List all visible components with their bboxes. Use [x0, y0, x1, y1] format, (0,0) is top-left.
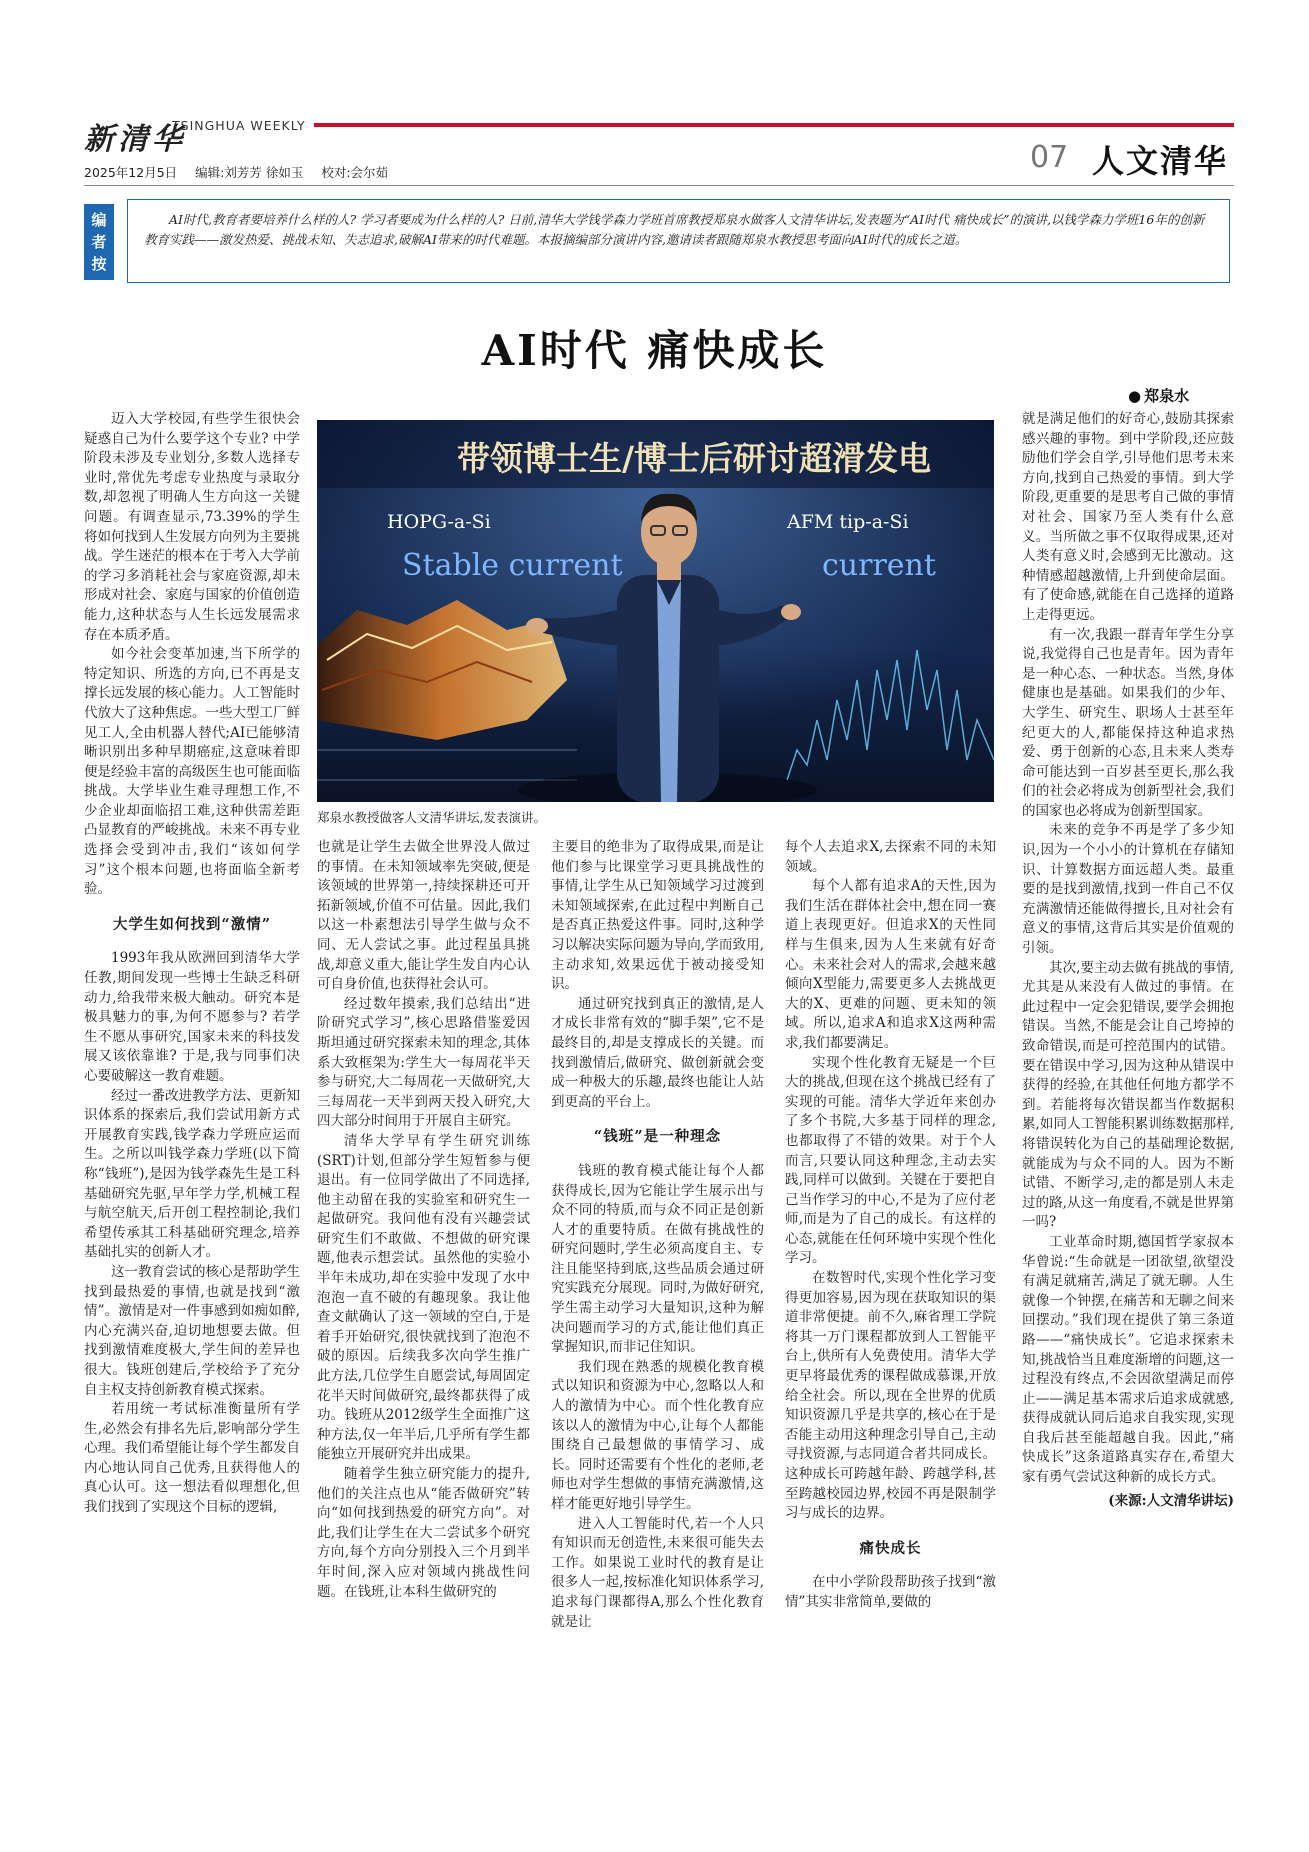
paragraph: 其次,要主动去做有挑战的事情,尤其是从来没有人做过的事情。在此过程中一定会犯错误,要学会拥抱错误。当然,不能是会让自己垮掉的致命错误,而是可控范围内的试错。要在错误中学习,因为这种从错误中获得的经验,在其他任何地方都学不到。若能将每次错误都当作数据积累,如同人工智能积累训练数据那样,将错误转化为自己的基础理论数据,就能成为与众不同的人。因为不断试错、不断学习,走的都是别人未走过的路,从这一角度看,不就是世界第一吗?: [1022, 959, 1234, 1231]
article-title: AI时代 痛快成长: [481, 326, 828, 375]
paragraph: 也就是让学生去做全世界没人做过的事情。在未知领域率先突破,便是该领域的世界第一,持续探耕还可开拓新领域,价值不可估量。因此,我们以这一朴素想法引导学生做与众不同、无人尝试之事。此过程虽具挑战,却意义重大,能让学生发自内心认可自身价值,也获得社会认可。: [317, 839, 530, 993]
divider: [84, 185, 1234, 186]
newspaper-logo: 新清华: [84, 122, 186, 157]
article-column-5: [1022, 410, 1234, 1511]
article-byline: ● 郑泉水: [1128, 385, 1189, 406]
paragraph: 实现个性化教育无疑是一个巨大的挑战,但现在这个挑战已经有了实现的可能。清华大学近年来创办了多个书院,大多基于同样的理念,也都取得了不错的效果。对于个人而言,只要认同这种理念,主动去实践,同样可以做到。关键在于要把自己当作学习的中心,不是为了应付老师,而是为了自己的成长。有这样的心态,就能在任何环境中实现个性化学习。: [785, 1054, 996, 1267]
paragraph: 未来的竞争不再是学了多少知识,因为一个小小的计算机在存储知识、计算数据方面远超人类。最重要的是找到激情,找到一件自己不仅充满激情还能做得擅长,且对社会有意义的事情,这背后其实是价值观的引领。: [1022, 822, 1234, 957]
paragraph: 主要目的绝非为了取得成果,而是让他们参与比课堂学习更具挑战性的事情,让学生从已知领域学习过渡到未知领域探索,在此过程中判断自己是否真正热爱这件事。同时,这种学习以解决实际问题为导向,学而致用,主动求知,效果远优于被动接受知识。: [551, 839, 764, 993]
screen-stable-left: Stable current: [402, 548, 623, 583]
paragraph: 每个人去追求X,去探索不同的未知领域。: [785, 839, 996, 875]
article-column-3: [551, 838, 764, 1632]
screen-banner-text: 带领博士生/博士后研讨超滑发电: [457, 439, 932, 478]
paragraph: 有一次,我跟一群青年学生分享说,我觉得自己也是青年。因为青年是一种心态、一种状态。当然,身体健康也是基础。如果我们的少年、大学生、研究生、职场人士甚至年纪更大的人,都能保持这种追求热爱、勇于创新的心态,且未来人类寿命可能达到一百岁甚至更长,那么我们的社会必将成为创新型社会,我们的国家也必将成为创新型国家。: [1022, 626, 1234, 819]
paragraph: 经过一番改进教学方法、更新知识体系的探索后,我们尝试用新方式开展教育实践,钱学森力学班应运而生。之所以叫钱学森力学班(以下简称“钱班”),是因为钱学森先生是工科基础研究先驱,早年学力学,机械工程与航空航天,后开创工程控制论,我们希望传承其工科基础研究理念,培养基础扎实的创新人才。: [84, 1087, 300, 1261]
paragraph: 经过数年摸索,我们总结出“进阶研究式学习”,核心思路借鉴爱因斯坦通过研究探索未知的理念,其体系大致框架为:学生大一每周花半天参与研究,大二每周花一天做研究,大三每周花一天半到两天投入研究,大四大部分时间用于开展自主研究。: [317, 995, 530, 1130]
section-heading: 大学生如何找到“激情”: [112, 915, 272, 933]
paragraph: 迈入大学校园,有些学生很快会疑惑自己为什么要学这个专业? 中学阶段未涉及专业划分,多数人选择专业时,常优先考虑专业热度与录取分数,却忽视了明确人生方向这一关键问题。有调查显示,73.39%的学生将如何找到人生发展方向列为主要挑战。学生迷茫的根本在于考入大学前的学习多消耗社会与家庭资源,却未形成对社会、家庭与国家的价值创造能力,这种状态与人生长远发展需求存在本质矛盾。: [84, 411, 300, 643]
paragraph: 钱班的教育模式能让每个人都获得成长,因为它能让学生展示出与众不同的特质,而与众不同正是创新人才的重要特质。在做有挑战性的研究问题时,学生必须高度自主、专注且能坚持到底,这些品质会通过研究实践充分展现。同时,为做好研究,学生需主动学习大量知识,这种为解决问题而学习的方式,能让他们真正掌握知识,而非记住知识。: [551, 1162, 764, 1356]
editor-note-tag-char: 者: [91, 233, 107, 251]
masthead-red-rule: [314, 123, 1234, 127]
paragraph: 这一教育尝试的核心是帮助学生找到最热爱的事情,也就是找到“激情”。激情是对一件事感到如痴如醉,内心充满兴奋,迫切地想要去做。但找到激情难度极大,学生间的差异也很大。钱班创建后,学校给予了充分自主权支持创新教育模式探索。: [84, 1263, 300, 1398]
paragraph: 在数智时代,实现个性化学习变得更加容易,因为现在获取知识的渠道非常便捷。前不久,麻省理工学院将其一万门课程都放到人工智能平台上,供所有人免费使用。清华大学更早将最优秀的课程做成慕课,开放给全社会。所以,现在全世界的优质知识资源几乎是共享的,核心在于是否能主动用这种理念引导自己,主动寻找资源,与志同道合者共同成长。这种成长可跨越年龄、跨越学科,甚至跨越校园边界,校园不再是限制学习与成长的边界。: [785, 1270, 996, 1522]
article-source: (来源:人文清华讲坛): [1108, 1492, 1234, 1509]
issue-date: 2025年12月5日: [84, 165, 178, 180]
article-column-2: [317, 838, 530, 1602]
section-name: 人文清华: [1092, 142, 1229, 180]
paragraph: 随着学生独立研究能力的提升,他们的关注点也从“能否做研究”转向“如何找到热爱的研究方向”。对此,我们让学生在大二尝试多个研究方向,每个方向分别投入三个月到半年时间,深入应对领域内挑战性问题。在钱班,让本科生做研究的: [317, 1466, 530, 1600]
newspaper-english-name: TSINGHUA WEEKLY: [172, 118, 306, 133]
proofreader: 校对:会尔茹: [321, 165, 389, 180]
paragraph: 如今社会变革加速,当下所学的特定知识、所选的方向,已不再是支撑长远发展的核心能力。人工智能时代放大了这种焦虑。一些大型工厂鲜见工人,全由机器人替代;AI已能够清晰识别出多种早期癌症,这意味着即便是经验丰富的高级医生也可能面临挑战。大学毕业生难寻理想工作,不少企业却面临招工难,这种供需差距凸显教育的严峻挑战。未来不再专业选择会受到冲击,我们“该如何学习”这个根本问题,也将面临全新考验。: [84, 646, 300, 898]
editor-note-text: AI时代,教育者要培养什么样的人? 学习者要成为什么样的人? 日前,清华大学钱学森力学班首席教授郑泉水做客人文清华讲坛,发表题为“AI时代 痛快成长”的演讲,以钱学森力学班16年的创新教育实践——激发热爱、挑战未知、失志追求,破解AI带来的时代难题。本报摘编部分演讲内容,邀请读者跟随郑泉水教授思考面向AI时代的成长之道。: [127, 199, 1230, 283]
editor-note-tag-char: 按: [91, 255, 107, 273]
paragraph: 清华大学早有学生研究训练(SRT)计划,但部分学生短暂参与便退出。有一位同学做出了不同选择,他主动留在我的实验室和研究生一起做研究。我问他有没有兴趣尝试研究生们不敢做、不想做的研究课题,他表示想尝试。虽然他的实验小半年未成功,却在实验中发现了水中泡泡一直不破的有趣现象。我让他查文献确认了这一领域的空白,于是着手开始研究,很快就找到了泡泡不破的原因。后续我多次向学生推广此方法,几位学生自愿尝试,每周固定花半天时间做研究,最终都获得了成功。钱班从2012级学生全面推广这种方法,仅一年半后,几乎所有学生都能独立开展研究并出成果。: [317, 1132, 530, 1463]
page-number: 07: [1030, 140, 1069, 175]
screen-label-left: HOPG-a-Si: [387, 511, 491, 533]
section-heading: “钱班”是一种理念: [593, 1128, 722, 1146]
paragraph: 就是满足他们的好奇心,鼓励其探索感兴趣的事物。到中学阶段,还应鼓励他们学会自学,引导他们思考未来方向,找到自己热爱的事情。到大学阶段,更重要的是思考自己做的事情对社会、国家乃至人类有什么意义。当所做之事不仅取得成果,还对人类有意义时,会感到无比激动。这种情感超越激情,上升到使命层面。有了使命感,就能在自己选择的道路上走得更远。: [1022, 411, 1234, 623]
paragraph: 我们现在熟悉的规模化教育模式以知识和资源为中心,忽略以人和人的激情为中心。而个性化教育应该以人的激情为中心,让每个人都能围绕自己最想做的事情学习、成长。同时还需要有个性化的老师,老师也对学生想做的事情充满激情,这样才能更好地引导学生。: [551, 1358, 764, 1512]
photo-caption: 郑泉水教授做客人文清华讲坛,发表演讲。: [317, 810, 546, 825]
screen-stable-right: current: [822, 548, 936, 583]
article-column-1: [84, 410, 300, 1518]
paragraph: 进入人工智能时代,若一个人只有知识而无创造性,未来很可能失去工作。如果说工业时代的教育是让很多人一起,按标准化知识体系学习,追求每门课都得A,那么个性化教育就是让: [551, 1515, 764, 1630]
paragraph: 若用统一考试标准衡量所有学生,必然会有排名先后,影响部分学生心理。我们希望能让每个学生都发自内心地认同自己优秀,且获得他人的真心认可。这一想法看似理想化,但我们找到了实现这个目标的逻辑,: [84, 1401, 300, 1516]
paragraph: 工业革命时期,德国哲学家叔本华曾说:“生命就是一团欲望,欲望没有满足就痛苦,满足了就无聊。人生就像一个钟摆,在痛苦和无聊之间来回摆动。”我们现在提供了第三条道路——“痛快成长”。它追求探索未知,挑战恰当且难度渐增的问题,这一过程没有终点,不会因欲望满足而停止——满足基本需求后追求成就感,获得成就认同后追求自我实现,实现自我后甚至能超越自我。因此,“痛快成长”这条道路真实存在,希望大家有勇气尝试这种新的成长方式。: [1022, 1233, 1234, 1486]
section-heading: 痛快成长: [859, 1539, 922, 1557]
screen-label-right: AFM tip-a-Si: [787, 511, 909, 533]
article-column-4: [785, 838, 996, 1613]
paragraph: 在中小学阶段帮助孩子找到“激情”其实非常简单,要做的: [785, 1574, 996, 1610]
editor-note-tag-char: 编: [91, 211, 107, 229]
paragraph: 1993年我从欧洲回到清华大学任教,期间发现一些博士生缺乏科研动力,给我带来极大触动。研究本是极具魅力的事,为何不愿参与? 若学生不愿从事研究,国家未来的科技发展又该依靠谁? 于是,我与同事们决心要破解这一教育难题。: [84, 950, 300, 1084]
issue-meta: [84, 163, 402, 181]
lecture-photo-illustration: [317, 420, 994, 802]
editor-note-tag: [84, 204, 114, 280]
editors: 编辑:刘芳芳 徐如玉: [195, 165, 304, 180]
paragraph: 每个人都有追求A的天性,因为我们生活在群体社会中,想在同一赛道上表现更好。但追求X的天性同样与生俱来,因为人生来就有好奇心。未来社会对人的需求,会越来越倾向X型能力,需要更多人去挑战更大的X、更难的问题、更未知的领域。所以,追求A和追求X这两种需求,我们都要满足。: [785, 878, 996, 1051]
paragraph: 通过研究找到真正的激情,是人才成长非常有效的“脚手架”,它不是最终目的,却是支撑成长的关键。而找到激情后,做研究、做创新就会变成一种极大的乐趣,最终也能让人站到更高的平台上。: [551, 995, 764, 1110]
lecture-photo: [317, 420, 994, 802]
